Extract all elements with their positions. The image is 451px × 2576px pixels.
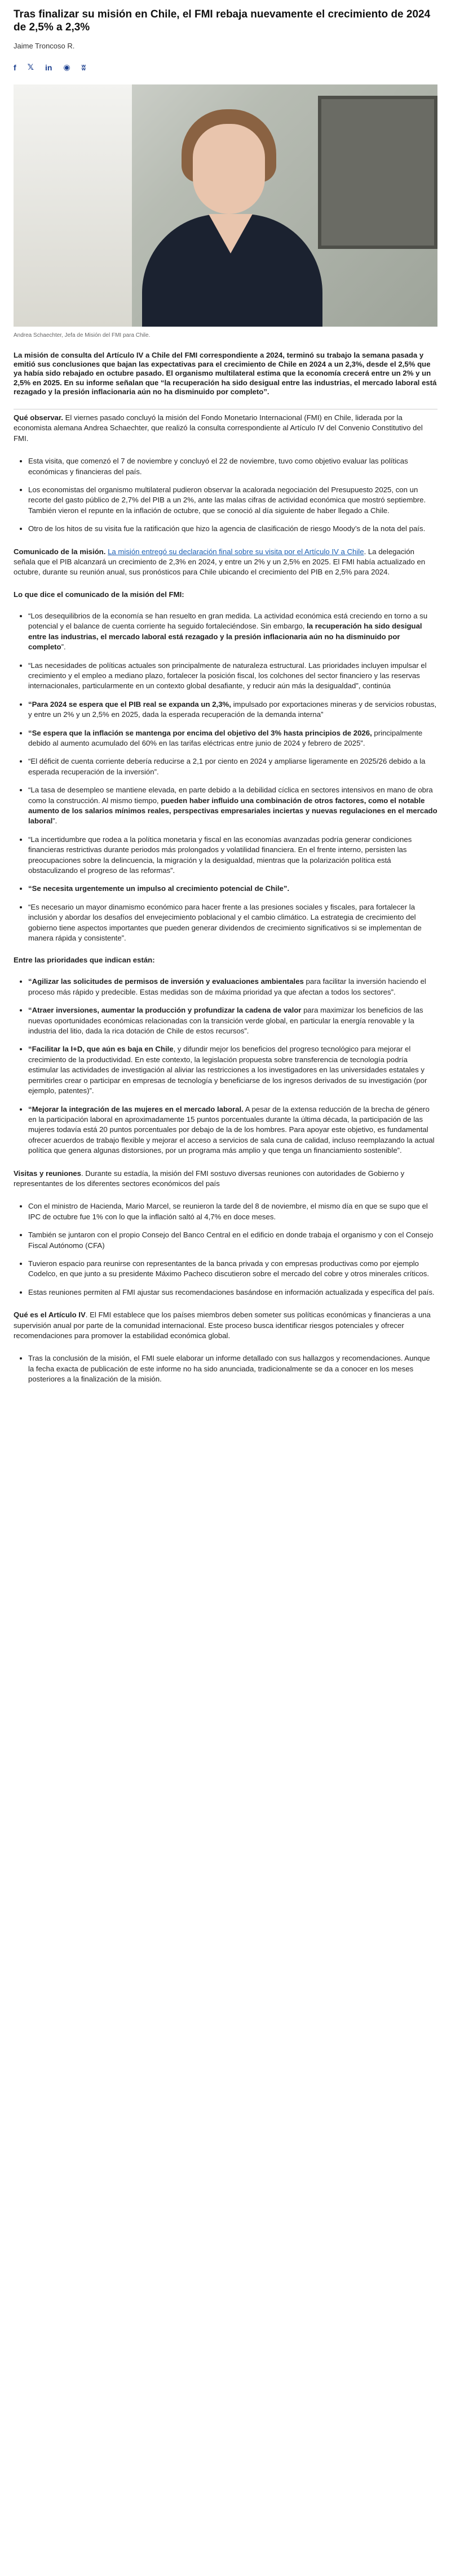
list-item: [28, 611, 437, 653]
quote-text: impulsado por exportaciones mineras y de servicios robustas, y entre un 2% y un 2,5% en 2025, dada la esperada recuperación de la demanda interna”: [28, 699, 437, 719]
quote-bold: la recuperación ha sido desigual entre las industrias, el mercado laboral está rezagado y la presión inflacionaria aún no ha disminuido por completo: [28, 622, 422, 652]
says-list: [14, 611, 437, 944]
share-bar: [14, 63, 437, 72]
list-item: • Con el ministro de Hacienda, Mario Marcel, se reunieron la tarde del 8 de noviembre, el mismo día en que se supo que el IPC de octubre fue 1% con lo que la inflación saltó al 4,7% en doce meses.: [28, 1201, 437, 1222]
declaration-link[interactable]: La misión entregó su declaración final sobre su visita por el Artículo IV a Chile: [108, 547, 364, 556]
list-item: [28, 902, 437, 944]
article-photo: [14, 84, 437, 327]
observe-text: El viernes pasado concluyó la misión del Fondo Monetario Internacional (FMI) en Chile, liderada por la economista alemana Andrea Schaechter, que realizó la consulta correspondiente al Artículo IV del Convenio Constitutivo del FMI.: [14, 413, 423, 443]
photo-caption: Andrea Schaechter, Jefa de Misión del FMI para Chile.: [14, 332, 151, 338]
priority-text: , y difundir mejor los beneficios del progreso tecnológico para mejorar el crecimiento de la productividad. En este contexto, la legislación propuesta sobre transferencia de tecnología podría estimular las actividades de investigación al aliviar las restricciones a los investigadores en las universidades estatales y permitirles crear o participar en empresas de tecnología y beneficiarse de los ingresos derivados de su investigación (por ejemplo, patentes)”.: [28, 1045, 427, 1095]
communique-label: Comunicado de la misión.: [14, 547, 106, 556]
priority-bold: “Mejorar la integración de las mujeres en el mercado laboral.: [28, 1104, 244, 1113]
article-author[interactable]: Jaime Troncoso R.: [14, 42, 75, 50]
observe-paragraph: [14, 413, 437, 444]
article-iv-list: [14, 1353, 437, 1384]
list-item: [28, 699, 437, 720]
quote-bold: “Se necesita urgentemente un impulso al crecimiento potencial de Chile”.: [28, 884, 290, 893]
priorities-list: [14, 977, 437, 1156]
quote-text: “La incertidumbre que rodea a la política monetaria y fiscal en las economías avanzadas podría generar condiciones financieras restrictivas durante periodos más prolongados y volatilidad financiera. En el frente interno, persisten las preocupaciones sobre la delincuencia, la migración y la desigualdad, mientras que la polarización política está obstaculizando el progreso de las reformas”.: [28, 835, 412, 875]
visits-text: . Durante su estadía, la misión del FMI sostuvo diversas reuniones con autoridades de Gobierno y representantes de los diferentes sectores económicos del país: [14, 1169, 405, 1188]
visits-label: Visitas y reuniones: [14, 1169, 81, 1178]
quote-text: “La tasa de desempleo se mantiene elevada, en parte debido a la debilidad cíclica en sectores intensivos en mano de obra como la construcción. Al mismo tiempo,: [28, 786, 433, 805]
priority-bold: “Agilizar las solicitudes de permisos de inversión y evaluaciones ambientales: [28, 977, 304, 986]
quote-text: “Es necesario un mayor dinamismo económico para hacer frente a las presiones sociales y fiscales, para fortalecer la inclusión y abordar los desafíos del envejecimiento poblacional y el cambio climático. La estrategia de crecimiento del gobierno tiene aspectos importantes que pueden generar dividendos de crecimiento significativos si se implementan de manera rápida y consistente”.: [28, 902, 422, 943]
says-heading: Lo que dice el comunicado de la misión del FMI:: [14, 590, 184, 599]
quote-text: “Los desequilibrios de la economía se han resuelto en gran medida. La actividad económica está creciendo en torno a su potencial y el balance de cuenta corriente ha seguido fortaleciéndose. Sin embargo,: [28, 611, 428, 631]
facebook-icon[interactable]: f: [14, 63, 16, 72]
article-title: Tras finalizar su misión en Chile, el FMI rebaja nuevamente el crecimiento de 2024 de 2,5% a 2,3%: [14, 8, 431, 33]
priority-text: para facilitar la inversión haciendo el proceso más rápido y predecible. Estas medidas son de máxima prioridad ya que afectan a todos los sectores”.: [28, 977, 426, 996]
priority-bold: “Atraer inversiones, aumentar la producción y profundizar la cadena de valor: [28, 1006, 302, 1015]
observe-label: Qué observar.: [14, 413, 63, 422]
quote-text: ”.: [61, 643, 66, 652]
article-lead: La misión de consulta del Artículo IV a Chile del FMI correspondiente a 2024, terminó su trabajo la semana pasada y emitió sus conclusiones que bajan las expectativas para el crecimiento de Chile en 2024 a un 2,3%, desde el 2,5% que ya había sido rebajado en octubre pasado. El organismo multilateral estima que la economía crecerá entre un 2% y un 2,5% en 2025. En su informe señalan que “la recuperación ha sido desigual entre las industrias, el mercado laboral está rezagado y la presión inflacionaria aún no ha disminuido por completo”.: [14, 351, 437, 396]
list-item: [28, 835, 437, 876]
linkedin-icon[interactable]: in: [45, 63, 52, 72]
observe-list: [14, 456, 437, 534]
list-item: [28, 1005, 437, 1036]
article-iv-text: . El FMI establece que los países miembros deben someter sus políticas económicas y financieras a una supervisión anual por parte de la comunidad internacional. Este proceso busca identificar riesgos potenciales y ofrecer recomendaciones para promover la estabilidad económica global.: [14, 1311, 431, 1340]
priority-bold: “Facilitar la I+D, que aún es baja en Chile: [28, 1045, 174, 1054]
list-item: [28, 756, 437, 777]
visits-list: [14, 1201, 437, 1298]
bluesky-icon[interactable]: ʬ: [81, 63, 86, 72]
visits-paragraph: [14, 1169, 437, 1189]
article-iv-label: Qué es el Artículo IV: [14, 1311, 86, 1320]
list-item: [28, 785, 437, 827]
list-item: [28, 1044, 437, 1096]
priority-text: para maximizar los beneficios de las nuevas oportunidades económicas relacionadas con la transición verde global, en particular la energía renovable y la industria del litio, dada la rica dotación de Chile de estos recursos”.: [28, 1006, 423, 1036]
list-item: [28, 884, 437, 894]
list-item: [28, 977, 437, 997]
list-item: • Tras la conclusión de la misión, el FMI suele elaborar un informe detallado con sus hallazgos y recomendaciones. Aunque la fecha exacta de publicación de este informe no ha sido anunciada, tradicionalmente se da a conocer en los meses posteriores a la finalización de la misión.: [28, 1353, 437, 1384]
x-icon[interactable]: 𝕏: [27, 63, 34, 72]
quote-bold: pueden haber influido una combinación de otros factores, como el notable aumento de los salarios mínimos reales, perspectivas empresariales inciertas y nuevas regulaciones en el mercado laboral: [28, 796, 437, 826]
article: [14, 0, 437, 1385]
priority-text: A pesar de la extensa reducción de la brecha de género en la participación laboral en aproximadamente 15 puntos porcentuales durante la última década, la participación de las mujeres todavía está 20 puntos porcentuales por debajo de la de los hombres. Para apoyar este objetivo, es fundamental ofrecer acuerdos de trabajo flexible y mejorar el acceso a servicios de sala cuna de calidad, incluso reemplazando la actual política que genera algunas distorsiones, por un programa más amplio y que tenga un financiamiento sostenible”.: [28, 1104, 435, 1155]
whatsapp-icon[interactable]: ◉: [63, 63, 70, 72]
communique-text: . La delegación señala que el PIB alcanzará un crecimiento de 2,3% en 2024, y entre un 2% y un 2,5% en 2025. El FMI había actualizado en octubre, durante su reunión anual, sus pronósticos para Chile ubicando el crecimiento del PIB en 2,5% para 2024.: [14, 547, 426, 577]
quote-bold: “Se espera que la inflación se mantenga por encima del objetivo del 3% hasta principios de 2026,: [28, 728, 372, 737]
quote-text: ”.: [52, 817, 58, 826]
communique-paragraph: [14, 547, 437, 578]
quote-text: “El déficit de cuenta corriente debería reducirse a 2,1 por ciento en 2024 y ampliarse ligeramente en 2025/26 debido a la esperada recuperación de la inversión”.: [28, 757, 426, 776]
list-item: • Los economistas del organismo multilateral pudieron observar la acalorada negociación del Presupuesto 2025, con un recorte del gasto público de 2,7% del PIB a un 2%, ante las malas cifras de actividad económica que mostró septiembre. También vieron el repunte en la inflación de octubre, que se conoció al día siguiente de haber llegado a Chile.: [28, 485, 437, 516]
list-item: • También se juntaron con el propio Consejo del Banco Central en el edificio en donde trabaja el organismo y con el Consejo Fiscal Autónomo (CFA): [28, 1230, 437, 1251]
list-item: • Tuvieron espacio para reunirse con representantes de la banca privada y con empresas productivas como por ejemplo Codelco, en que junto a su presidente Máximo Pacheco discutieron sobre el mercado del cobre y otros minerales críticos.: [28, 1259, 437, 1280]
list-item: [28, 661, 437, 692]
priorities-heading: Entre las prioridades que indican están:: [14, 956, 155, 965]
quote-text: principalmente debido al aumento acumulado del 60% en las tarifas eléctricas entre junio de 2024 y febrero de 2025”.: [28, 728, 423, 747]
article-iv-paragraph: [14, 1310, 437, 1341]
list-item: • Otro de los hitos de su visita fue la ratificación que hizo la agencia de clasificación de riesgo Moody’s de la nota del país.: [28, 524, 437, 534]
list-item: • Esta visita, que comenzó el 7 de noviembre y concluyó el 22 de noviembre, tuvo como objetivo evaluar las políticas económicas y financieras del país.: [28, 456, 437, 477]
list-item: [28, 728, 437, 749]
quote-bold: “Para 2024 se espera que el PIB real se expanda un 2,3%,: [28, 699, 231, 708]
list-item: • Estas reuniones permiten al FMI ajustar sus recomendaciones basándose en información actualizada y específica del país.: [28, 1287, 437, 1298]
quote-text: “Las necesidades de políticas actuales son principalmente de naturaleza estructural. Las prioridades incluyen impulsar el crecimiento y el empleo a mediano plazo, fortalecer la posición fiscal, los colchones del sector financiero y las reservas internacionales, particularmente en un contexto global desafiante, y reducir aún más la desigualdad”, continúa: [28, 661, 427, 690]
list-item: [28, 1104, 437, 1156]
